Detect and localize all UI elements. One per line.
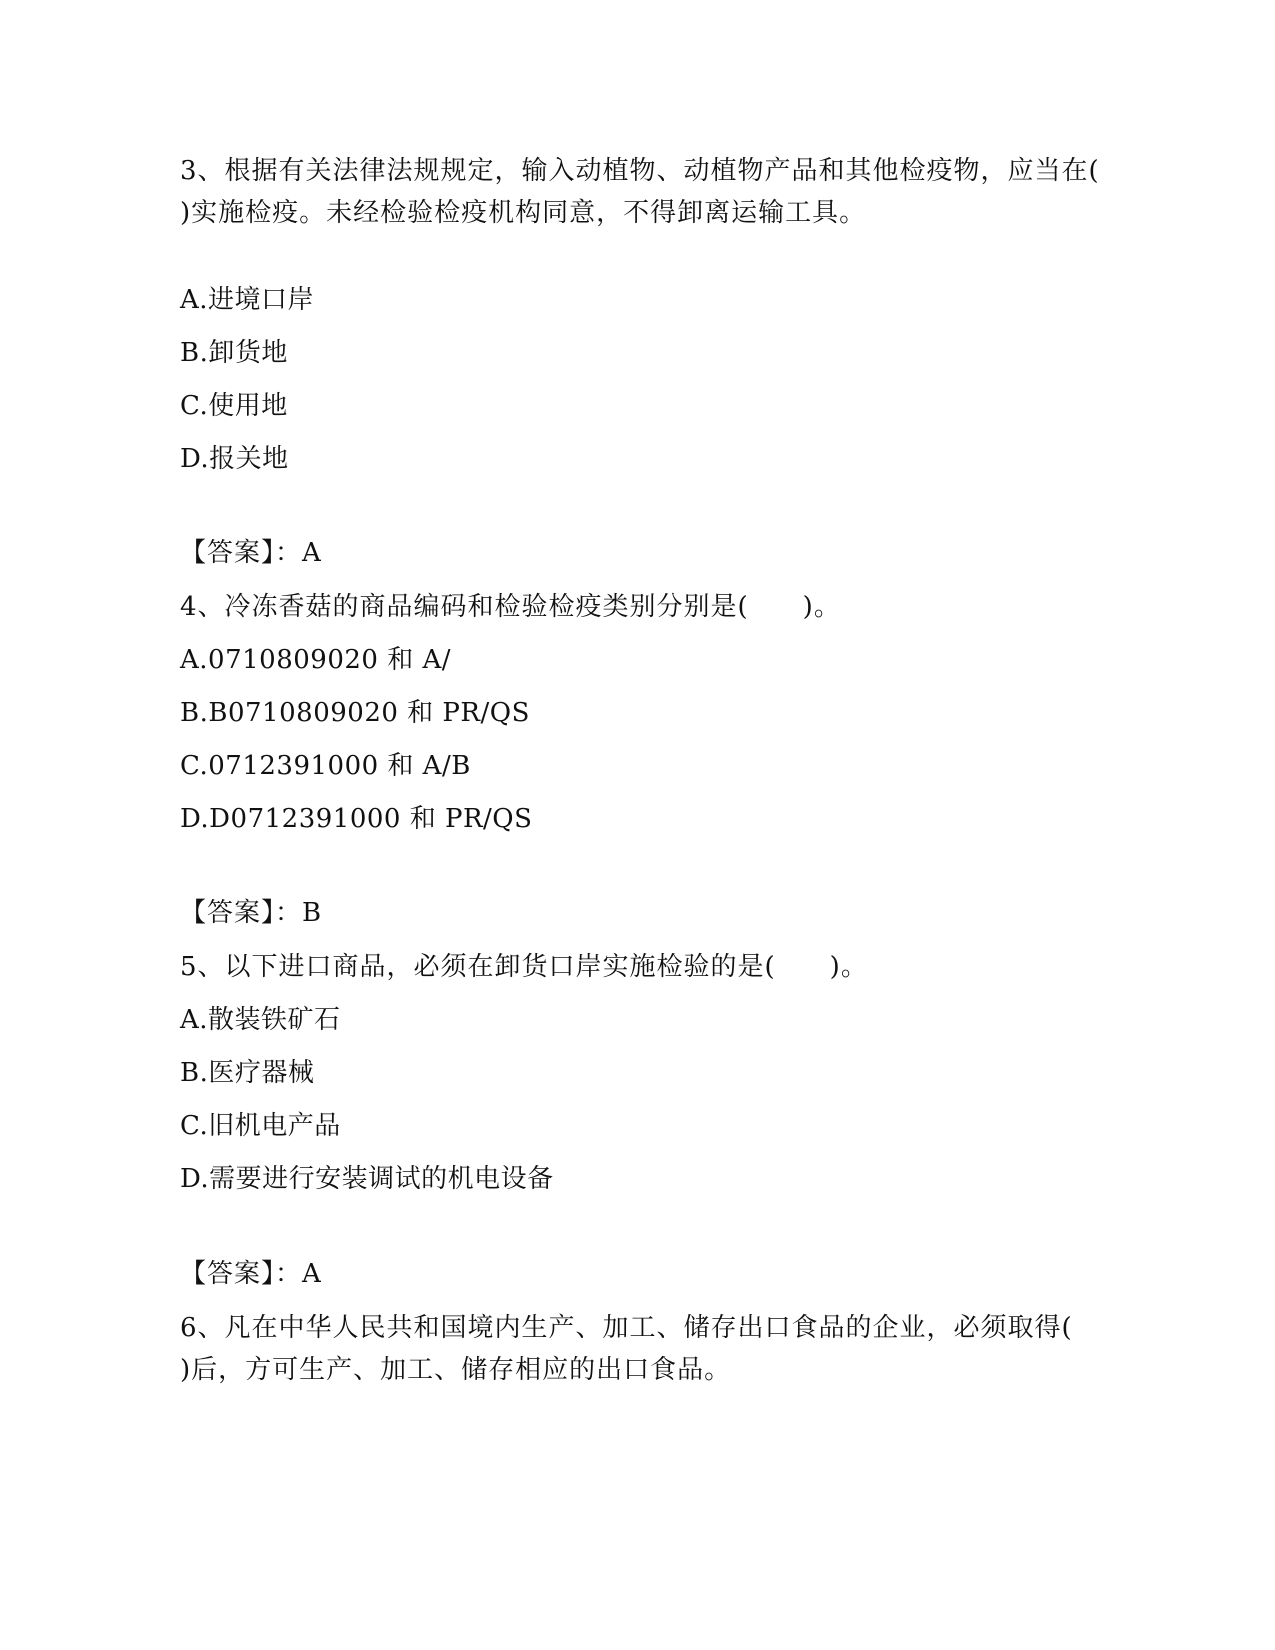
option-c: C.使用地 — [180, 391, 288, 421]
option-b: B.卸货地 — [180, 338, 288, 368]
answer-text: 【答案】：A — [180, 538, 322, 568]
answer-block — [180, 893, 1100, 933]
option-a: A.进境口岸 — [180, 285, 315, 315]
option-c: C.旧机电产品 — [180, 1111, 341, 1141]
answer-text: 【答案】：B — [180, 898, 323, 928]
question-3 — [180, 150, 1154, 234]
option-c: C.0712391000 和 A/B — [180, 751, 471, 781]
answer-block — [180, 1254, 1100, 1294]
option-b: B.B0710809020 和 PR/QS — [180, 698, 530, 728]
option-d: D.需要进行安装调试的机电设备 — [180, 1164, 554, 1194]
answer-block — [180, 533, 1100, 573]
option-a: A.散装铁矿石 — [180, 1005, 341, 1035]
option-b: B.医疗器械 — [180, 1058, 315, 1088]
answer-text: 【答案】：A — [180, 1259, 322, 1289]
question-text: 5、以下进口商品，必须在卸货口岸实施检验的是( )。 — [180, 952, 868, 982]
question-text: 3、根据有关法律法规规定，输入动植物、动植物产品和其他检疫物，应当在( )实施检疫。未经检验检疫机构同意，不得卸离运输工具。 — [180, 156, 1154, 228]
question-5 — [180, 946, 1100, 988]
option-d: D.报关地 — [180, 444, 289, 474]
question-4 — [180, 586, 1100, 628]
question-text: 6、凡在中华人民共和国境内生产、加工、储存出口食品的企业，必须取得( )后，方可生产、加工、储存相应的出口食品。 — [180, 1313, 1181, 1385]
option-d: D.D0712391000 和 PR/QS — [180, 804, 533, 834]
option-a: A.0710809020 和 A/ — [180, 645, 452, 675]
question-text: 4、冷冻香菇的商品编码和检验检疫类别分别是( )。 — [180, 592, 841, 622]
question-6 — [180, 1307, 1181, 1391]
